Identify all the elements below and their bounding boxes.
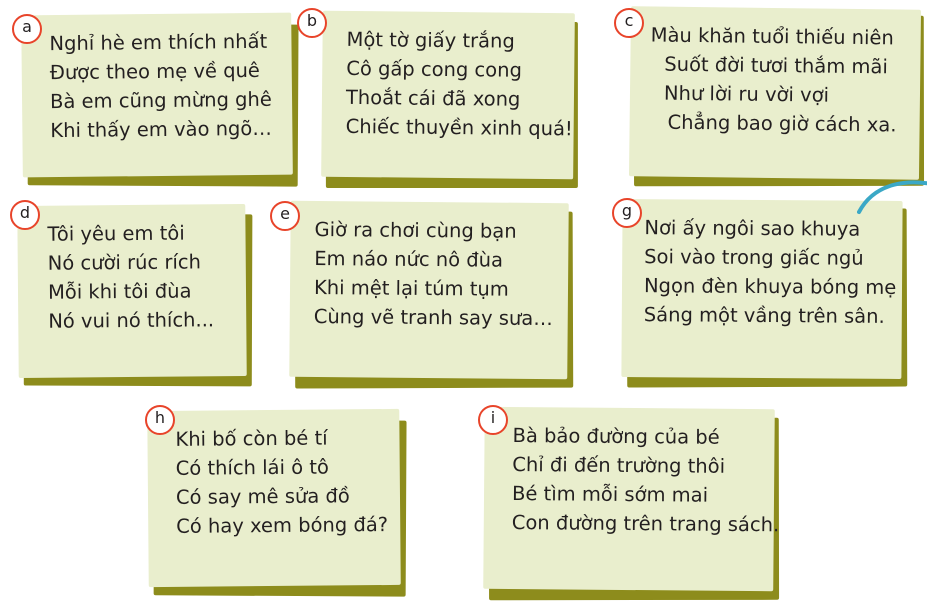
poem-line: Sáng một vầng trên sân.	[643, 303, 885, 328]
card-body	[17, 204, 246, 378]
card-label-i: i	[478, 405, 508, 435]
card-body	[147, 409, 401, 587]
poem-line: Có thích lái ô tô	[175, 455, 329, 480]
poem-line: Nơi ấy ngôi sao khuya	[644, 216, 861, 241]
poem-line: Nó cười rúc rích	[47, 250, 202, 275]
poem-line: Cùng vẽ tranh say sưa…	[313, 304, 553, 331]
poem-card-e[interactable]	[289, 201, 569, 379]
poem-line: Tôi yêu em tôi	[47, 221, 185, 246]
poem-line: Như lời ru vời vợi	[663, 81, 830, 107]
poem-line: Bà bảo đường của bé	[512, 423, 720, 449]
card-body	[483, 407, 780, 592]
poem-card-c[interactable]	[629, 6, 921, 180]
poem-card-g[interactable]	[621, 199, 902, 379]
poem-line: Nó vui nó thích...	[48, 308, 215, 333]
poem-line: Có say mê sửa đồ	[175, 484, 350, 509]
poem-line: Soi vào trong giấc ngủ	[644, 245, 864, 270]
poem-card-i[interactable]	[483, 407, 780, 592]
poem-line: Bà em cũng mừng ghê	[49, 87, 272, 114]
poem-line: Chỉ đi đến trường thôi	[512, 452, 726, 478]
poem-card-h[interactable]	[147, 409, 401, 587]
poem-line: Con đường trên trang sách.	[511, 510, 780, 537]
poem-card-a[interactable]	[21, 13, 293, 178]
poem-line: Màu khăn tuổi thiếu niên	[650, 23, 894, 50]
poem-line: Một tờ giấy trắng	[346, 27, 515, 53]
card-label-a: a	[12, 14, 42, 44]
poem-line: Em náo nức nô đùa	[314, 246, 504, 272]
card-body	[629, 6, 921, 180]
card-label-h: h	[145, 405, 175, 435]
poem-line: Giờ ra chơi cùng bạn	[314, 217, 517, 243]
card-label-d: d	[10, 200, 40, 230]
poem-line: Khi mệt lại túm tụm	[313, 275, 509, 301]
poem-line: Khi thấy em vào ngõ…	[50, 116, 272, 143]
poem-line: Được theo mẹ về quê	[49, 58, 260, 85]
poem-line: Ngọn đèn khuya bóng mẹ	[643, 274, 897, 299]
card-label-c: c	[614, 8, 644, 38]
card-body	[21, 13, 293, 178]
card-body	[321, 11, 575, 180]
poem-line: Có hay xem bóng đá?	[176, 513, 389, 538]
card-label-e: e	[270, 201, 300, 231]
card-body	[289, 201, 569, 379]
poem-line: Bé tìm mỗi sớm mai	[511, 481, 709, 507]
poem-line: Suốt đời tươi thắm mãi	[664, 52, 888, 79]
poem-line: Mỗi khi tôi đùa	[47, 279, 192, 304]
poem-line: Chiếc thuyền xinh quá!	[345, 114, 573, 141]
poem-line: Thoắt cái đã xong	[345, 85, 521, 111]
poem-card-d[interactable]	[17, 204, 246, 378]
poem-line: Nghỉ hè em thích nhất	[49, 29, 268, 56]
poem-line: Khi bố còn bé tí	[175, 426, 328, 451]
card-body	[621, 199, 902, 379]
poem-line: Cô gấp cong cong	[346, 56, 523, 82]
poem-line: Chẳng bao giờ cách xa.	[667, 110, 897, 137]
card-label-g: g	[612, 198, 642, 228]
poem-card-b[interactable]	[321, 11, 575, 180]
decorative-arc-icon	[857, 176, 927, 216]
card-label-b: b	[297, 8, 327, 38]
